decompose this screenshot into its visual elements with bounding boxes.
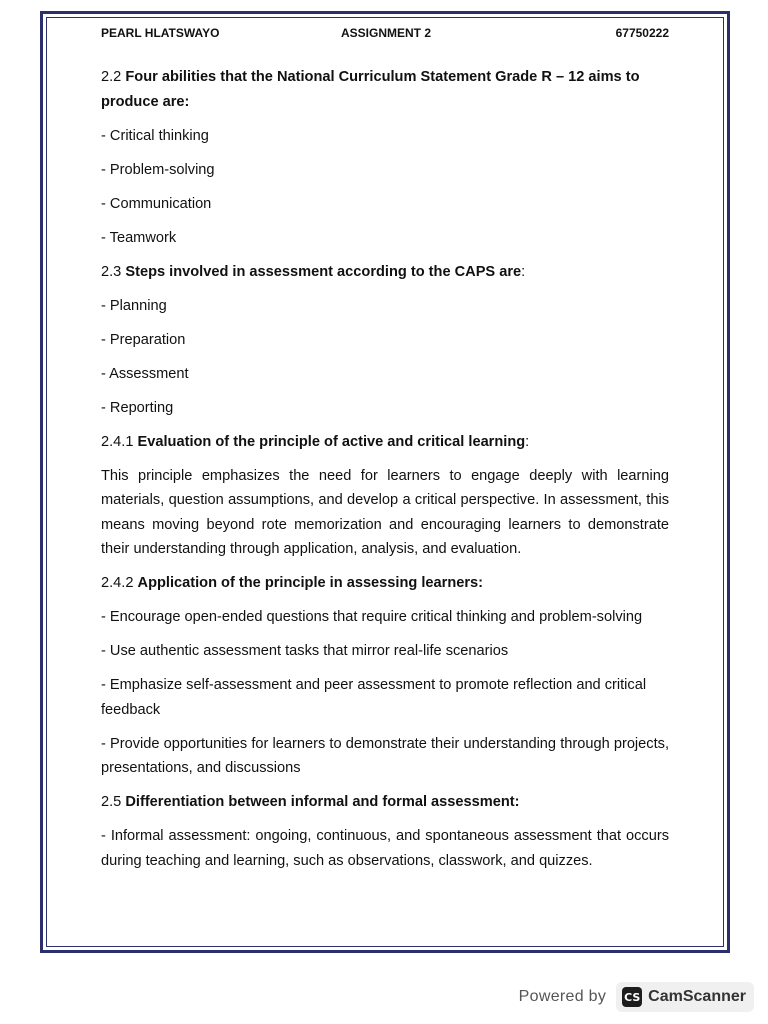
list-item: - Encourage open-ended questions that require critical thinking and problem-solving bbox=[101, 609, 643, 625]
section-number: 2.4.2 bbox=[101, 575, 134, 591]
section-title: Differentiation between informal and formal assessment: bbox=[125, 794, 520, 810]
section-title: Application of the principle in assessing learners: bbox=[137, 575, 483, 591]
section-2-5-heading bbox=[101, 790, 669, 815]
header-name: PEARL HLATSWAYO bbox=[101, 26, 220, 40]
section-number: 2.5 bbox=[101, 794, 122, 810]
powered-by-label: Powered by bbox=[518, 988, 607, 1005]
header-student-number: 67750222 bbox=[615, 26, 669, 40]
list-item: - Communication bbox=[101, 195, 212, 212]
section-2-4-2-heading bbox=[101, 571, 669, 596]
list-item: - Problem-solving bbox=[101, 161, 215, 178]
section-2-3-heading bbox=[101, 260, 669, 285]
section-title-suffix: : bbox=[525, 433, 530, 450]
list-item: - Assessment bbox=[101, 365, 189, 382]
list-item: - Planning bbox=[101, 297, 167, 314]
section-title: Four abilities that the National Curriculum Statement Grade R – 12 aims to produce are: bbox=[101, 69, 640, 110]
list-item: - Provide opportunities for learners to demonstrate their understanding through projects, presentations, and discussions bbox=[101, 735, 669, 776]
section-number: 2.2 bbox=[101, 69, 122, 85]
camscanner-badge bbox=[616, 982, 754, 1012]
header-assignment: ASSIGNMENT 2 bbox=[341, 26, 432, 40]
page-header bbox=[101, 26, 669, 40]
list-item: - Emphasize self-assessment and peer assessment to promote reflection and critical feedback bbox=[101, 677, 647, 718]
camscanner-watermark bbox=[519, 982, 754, 1012]
section-2-4-1-paragraph: This principle emphasizes the need for learners to engage deeply with learning materials, question assumptions, and develop a critical perspective. In assessment, this means moving beyond rote memorization and encouraging learners to demonstrate their understanding through application, analysis, and evaluation. bbox=[101, 467, 669, 557]
list-item: - Critical thinking bbox=[101, 127, 209, 144]
section-2-2-heading bbox=[101, 65, 669, 114]
list-item: - Reporting bbox=[101, 399, 174, 416]
section-2-4-1-heading bbox=[101, 430, 669, 455]
list-item: - Preparation bbox=[101, 331, 186, 348]
list-item: - Teamwork bbox=[101, 229, 177, 246]
document-body bbox=[101, 65, 669, 883]
section-title: Steps involved in assessment according to the CAPS are bbox=[125, 263, 522, 280]
list-item: - Informal assessment: ongoing, continuous, and spontaneous assessment that occurs during teaching and learning, such as observations, classwork, and quizzes. bbox=[101, 828, 669, 869]
section-number: 2.4.1 bbox=[101, 433, 134, 450]
list-item: - Use authentic assessment tasks that mirror real-life scenarios bbox=[101, 643, 509, 659]
camscanner-logo-icon: CS bbox=[622, 987, 642, 1007]
camscanner-brand-name: CamScanner bbox=[648, 988, 746, 1005]
section-number: 2.3 bbox=[101, 263, 122, 280]
section-title-suffix: : bbox=[521, 263, 526, 280]
section-title: Evaluation of the principle of active and critical learning bbox=[137, 433, 526, 450]
